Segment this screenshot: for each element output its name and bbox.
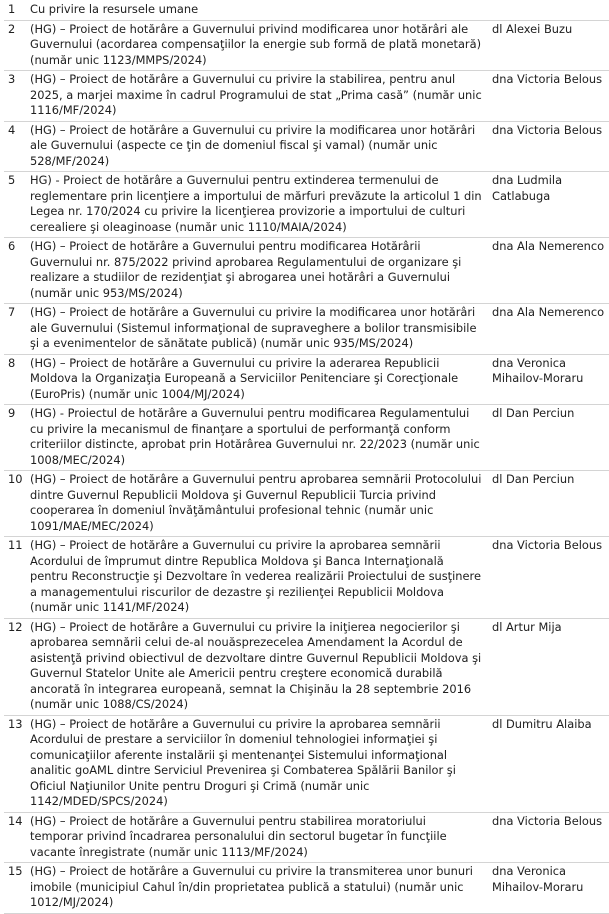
agenda-item-row (4, 304, 609, 355)
item-responsible: dna Victoria Belous (484, 71, 609, 122)
agenda-item-row (4, 238, 609, 304)
agenda-item-row (4, 354, 609, 405)
item-responsible: dna Victoria Belous (484, 537, 609, 619)
agenda-item-row (4, 71, 609, 122)
item-title: (HG) – Proiect de hotărâre a Guvernului cu privire la transmiterea unor bunuri imobile (municipiul Cahul în/din proprietatea publică a statului) (număr unic 1012/MJ/2024) (28, 863, 484, 914)
agenda-item-row (4, 715, 609, 812)
item-title: (HG) – Proiect de hotărâre a Guvernului cu privire la aprobarea semnării Acordului de împrumut dintre Republica Moldova şi Banca Internaţională pentru Reconstrucţie şi Dezvoltare în vederea realizării Proiectului de susţinere a managementului riscurilor de dezastre şi rezilienţei Republicii Moldova (număr unic 1141/MF/2024) (28, 537, 484, 619)
item-responsible: dna Ludmila Catlabuga (484, 172, 609, 238)
item-number: 10 (4, 471, 28, 537)
item-title: (HG) – Proiect de hotărâre a Guvernului pentru modificarea Hotărârii Guvernului nr. 875/2022 privind aprobarea Regulamentului de organizare şi realizare a studiilor de rezidenţiat şi abrogarea unei hotărâri a Guvernului (număr unic 953/MS/2024) (28, 238, 484, 304)
item-number: 13 (4, 715, 28, 812)
item-number: 12 (4, 618, 28, 715)
item-responsible: dl Alexei Buzu (484, 20, 609, 71)
item-responsible: dl Artur Mija (484, 618, 609, 715)
item-title: (HG) – Proiect de hotărâre a Guvernului cu privire la iniţierea negocierilor şi aprobarea semnării celui de-al nouăsprezecelea Amendament la Acordul de asistenţă privind obiectivul de dezvoltare dintre Guvernul Republicii Moldova şi Guvernul Statelor Unite ale Americii pentru creştere economică durabilă ancorată în integrarea europeană, semnat la Chişinău la 28 septembrie 2016 (număr unic 1088/CS/2024) (28, 618, 484, 715)
item-responsible: dna Veronica Mihailov-Moraru (484, 354, 609, 405)
agenda-item-row (4, 537, 609, 619)
agenda-item-row (4, 618, 609, 715)
item-responsible: dna Victoria Belous (484, 812, 609, 863)
agenda-item-row (4, 863, 609, 914)
item-title: HG) - Proiect de hotărâre a Guvernului pentru extinderea termenului de reglementare prin licenţiere a importului de mărfuri prevăzute la articolul 1 din Legea nr. 170/2024 cu privire la licenţierea provizorie a importului de culturi cerealiere şi oleaginoase (număr unic 1110/MAIA/2024) (28, 172, 484, 238)
item-number: 8 (4, 354, 28, 405)
item-title: (HG) – Proiect de hotărâre a Guvernului pentru stabilirea moratoriului temporar privind încadrarea personalului din sectorul bugetar în funcţiile vacante înregistrate (număr unic 1113/MF/2024) (28, 812, 484, 863)
item-number: 7 (4, 304, 28, 355)
item-number: 5 (4, 172, 28, 238)
agenda-item-row (4, 812, 609, 863)
item-number: 6 (4, 238, 28, 304)
item-number: 4 (4, 121, 28, 172)
item-title: (HG) – Proiect de hotărâre a Guvernului privind modificarea unor hotărâri ale Guvernului (acordarea compensaţiilor la energie sub formă de plată monetară) (număr unic 1123/MMPS/2024) (28, 20, 484, 71)
agenda-table (4, 1, 609, 914)
section-title: Cu privire la resursele umane (28, 1, 484, 20)
item-responsible: dl Dan Perciun (484, 471, 609, 537)
item-responsible: dl Dumitru Alaiba (484, 715, 609, 812)
item-number: 3 (4, 71, 28, 122)
agenda-item-row (4, 172, 609, 238)
item-responsible: dna Veronica Mihailov-Moraru (484, 863, 609, 914)
item-responsible: dna Ala Nemerenco (484, 238, 609, 304)
item-number: 14 (4, 812, 28, 863)
agenda-item-row (4, 471, 609, 537)
item-number: 9 (4, 405, 28, 471)
section-number: 1 (4, 1, 28, 20)
agenda-body (4, 1, 609, 913)
item-responsible: dna Ala Nemerenco (484, 304, 609, 355)
agenda-item-row (4, 121, 609, 172)
agenda-section-row (4, 1, 609, 20)
item-responsible: dl Dan Perciun (484, 405, 609, 471)
item-responsible: dna Victoria Belous (484, 121, 609, 172)
item-title: (HG) – Proiect de hotărâre a Guvernului cu privire la modificarea unor hotărâri ale Guvernului (aspecte ce ţin de domeniul fiscal şi vamal) (număr unic 528/MF/2024) (28, 121, 484, 172)
item-number: 2 (4, 20, 28, 71)
item-title: (HG) – Proiect de hotărâre a Guvernului cu privire la aderarea Republicii Moldova la Organizaţia Europeană a Serviciilor Penitenciare şi Corecţionale (EuroPris) (număr unic 1004/MJ/2024) (28, 354, 484, 405)
item-number: 15 (4, 863, 28, 914)
item-title: (HG) - Proiectul de hotărâre a Guvernului pentru modificarea Regulamentului cu privire la mecanismul de finanţare a sportului de performanţă conform criteriilor distincte, aprobat prin Hotărârea Guvernului nr. 22/2023 (număr unic 1008/MEC/2024) (28, 405, 484, 471)
agenda-item-row (4, 405, 609, 471)
section-responsible (484, 1, 609, 20)
agenda-item-row (4, 20, 609, 71)
item-title: (HG) – Proiect de hotărâre a Guvernului cu privire la stabilirea, pentru anul 2025, a marjei maxime în cadrul Programului de stat „Prima casă” (număr unic 1116/MF/2024) (28, 71, 484, 122)
item-number: 11 (4, 537, 28, 619)
item-title: (HG) – Proiect de hotărâre a Guvernului cu privire la modificarea unor hotărâri ale Guvernului (Sistemul informaţional de supraveghere a bolilor transmisibile şi a evenimentelor de sănătate publică) (număr unic 935/MS/2024) (28, 304, 484, 355)
item-title: (HG) – Proiect de hotărâre a Guvernului pentru aprobarea semnării Protocolului dintre Guvernul Republicii Moldova şi Guvernul Republicii Turcia privind cooperarea în domeniul învăţământului profesional tehnic (număr unic 1091/MAE/MEC/2024) (28, 471, 484, 537)
item-title: (HG) – Proiect de hotărâre a Guvernului cu privire la aprobarea semnării Acordului de prestare a serviciilor în domeniul tehnologiei informaţiei şi comunicaţiilor aferente instalării şi mentenanţei Sistemului informaţional analitic goAML dintre Serviciul Prevenirea şi Combaterea Spălării Banilor şi Oficiul Naţiunilor Unite pentru Droguri şi Crimă (număr unic 1142/MDED/SPCS/2024) (28, 715, 484, 812)
